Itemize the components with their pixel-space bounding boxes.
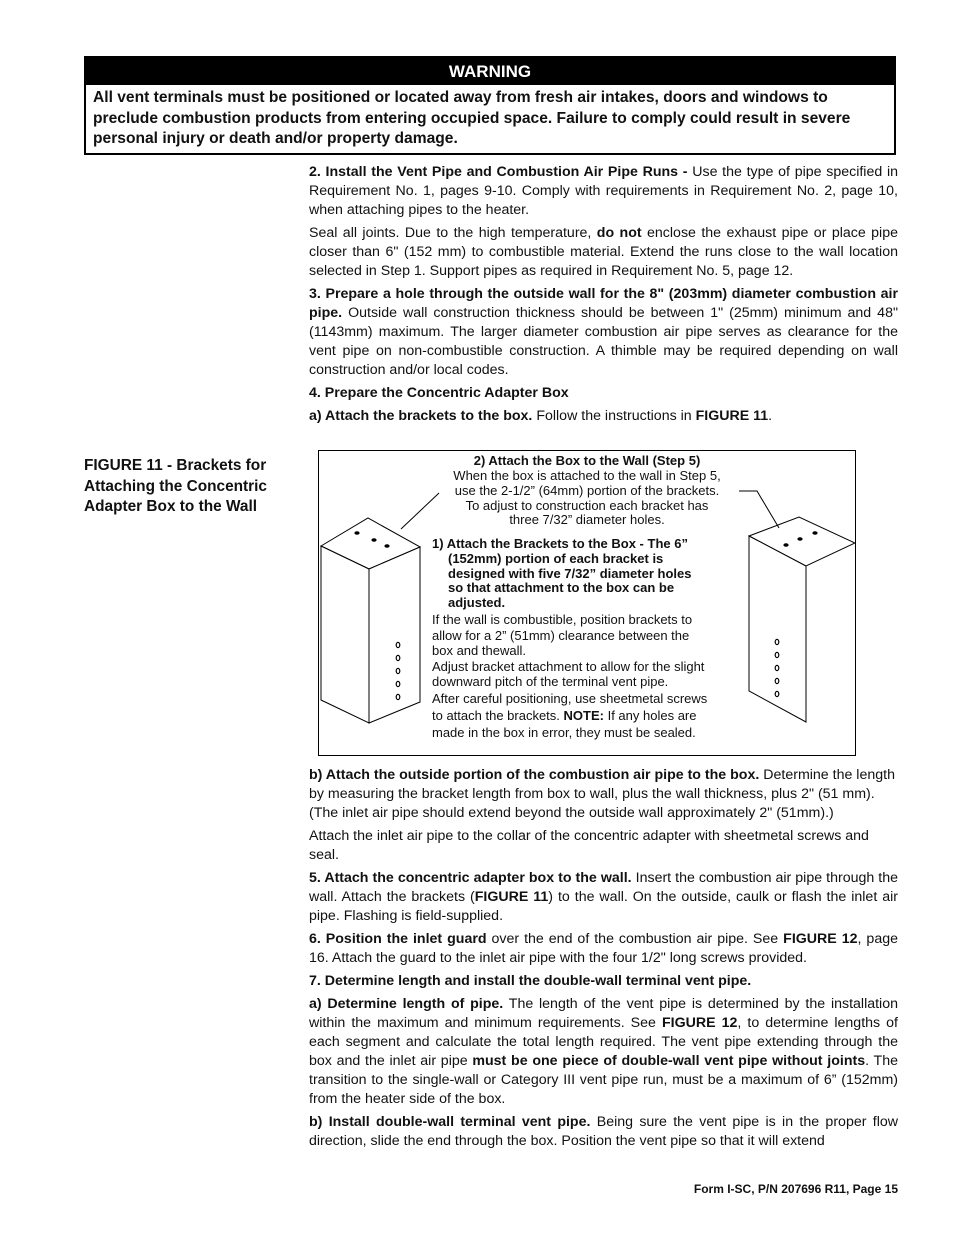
note1-line1: 1) Attach the Brackets to the Box - The 6”: [432, 536, 688, 551]
note1-line2: (152mm) portion of each bracket is: [448, 551, 664, 566]
step7-heading: 7. Determine length and install the double-wall terminal vent pipe.: [309, 973, 752, 989]
figure-body-line8: made in the box in error, they must be sealed.: [432, 725, 696, 740]
figure-body-line3: box and thewall.: [432, 643, 526, 658]
note2-line1: When the box is attached to the wall in Step 5,: [453, 468, 721, 483]
step7b-paragraph: b) Install double-wall terminal vent pipe. Being sure the vent pipe is in the proper flow direction, slide the end through the box. Position the vent pipe so that it will extend: [309, 1114, 898, 1149]
step3-paragraph: 3. Prepare a hole through the outside wall for the 8" (203mm) diameter combustion air pipe. Outside wall construction thickness should be between 1" (25mm) minimum and 48" (1143mm) maximum. The larger diameter combustion air pipe serves as clearance for the vent pipe on non-combustible construction. A thimble may be required depending on wall construction and/or local codes.: [309, 286, 898, 378]
figure-body-line5: downward pitch of the terminal vent pipe.: [432, 674, 669, 689]
step4b-paragraph: b) Attach the outside portion of the combustion air pipe to the box. Determine the length by measuring the bracket length from box to wall, plus the wall thickness, plus 2" (51 mm). (The inlet air pipe should extend beyond the outside wall approximately 2" (51mm).): [309, 767, 895, 821]
step2-paragraph: 2. Install the Vent Pipe and Combustion Air Pipe Runs - Use the type of pipe specified in Requirement No. 1, pages 9-10. Comply with requirements in Requirement No. 2, page 10, when attaching pipes to the heater.: [309, 164, 898, 218]
step4b-paragraph2: Attach the inlet air pipe to the collar of the concentric adapter with sheetmetal screws and seal.: [309, 828, 869, 863]
figure-11: [318, 450, 856, 756]
step6-paragraph: 6. Position the inlet guard over the end of the combustion air pipe. See FIGURE 12, page 16. Attach the guard to the inlet air pipe with the four 1/2" long screws provided.: [309, 931, 898, 966]
figure-body-line1: If the wall is combustible, position brackets to: [432, 612, 693, 627]
warning-box: [84, 56, 896, 155]
warning-text: All vent terminals must be positioned or located away from fresh air intakes, doors and windows to preclude combustion products from entering occupied space. Failure to comply could result in severe personal injury or death and/or property damage.: [93, 89, 851, 147]
figure-body-line2: allow for a 2” (51mm) clearance between the: [432, 628, 690, 643]
note2-line2: use the 2-1/2” (64mm) portion of the brackets.: [454, 483, 720, 498]
warning-title: WARNING: [86, 58, 894, 85]
step4-heading: 4. Prepare the Concentric Adapter Box: [309, 385, 569, 401]
note2-line4: three 7/32” diameter holes.: [509, 512, 665, 527]
note1-line5: adjusted.: [448, 595, 506, 610]
bottom-text-column: [309, 766, 898, 1155]
top-text-column: [309, 163, 898, 430]
figure-caption: FIGURE 11 - Brackets for Attaching the Concentric Adapter Box to the Wall: [84, 457, 267, 515]
note1-line3: designed with five 7/32” diameter holes: [448, 566, 692, 581]
seal-paragraph: Seal all joints. Due to the high temperature, do not enclose the exhaust pipe or place pipe closer than 6" (152 mm) to combustible material. Extend the runs close to the wall location selected in Step 1. Support pipes as required in Requirement No. 5, page 12.: [309, 225, 898, 279]
note1-line4: so that attachment to the box can be: [448, 580, 675, 595]
note2-line3: To adjust to construction each bracket has: [465, 498, 709, 513]
figure-body-line6: After careful positioning, use sheetmetal screws: [432, 691, 708, 706]
page-footer: Form I-SC, P/N 207696 R11, Page 15: [693, 1182, 898, 1196]
figure-body-line7: to attach the brackets. NOTE: If any holes are: [432, 708, 697, 723]
step5-paragraph: 5. Attach the concentric adapter box to the wall. Insert the combustion air pipe through the wall. Attach the brackets (FIGURE 11) to the wall. On the outside, caulk or flash the inlet air pipe. Flashing is field-supplied.: [309, 870, 899, 924]
note2-title: 2) Attach the Box to the Wall (Step 5): [473, 453, 701, 468]
step4a-paragraph: a) Attach the brackets to the box. Follow the instructions in FIGURE 11.: [309, 408, 773, 424]
step7a-paragraph: a) Determine length of pipe. The length of the vent pipe is determined by the installation within the maximum and minimum requirements. See FIGURE 12, to determine lengths of each segment and calculate the total length required. The vent pipe extending through the box and the inlet air pipe must be one piece of double-wall vent pipe without joints. The transition to the single-wall or Category III vent pipe run, must be a maximum of 6” (152mm) from the heater side of the box.: [309, 996, 898, 1107]
figure-body-line4: Adjust bracket attachment to allow for the slight: [432, 659, 705, 674]
